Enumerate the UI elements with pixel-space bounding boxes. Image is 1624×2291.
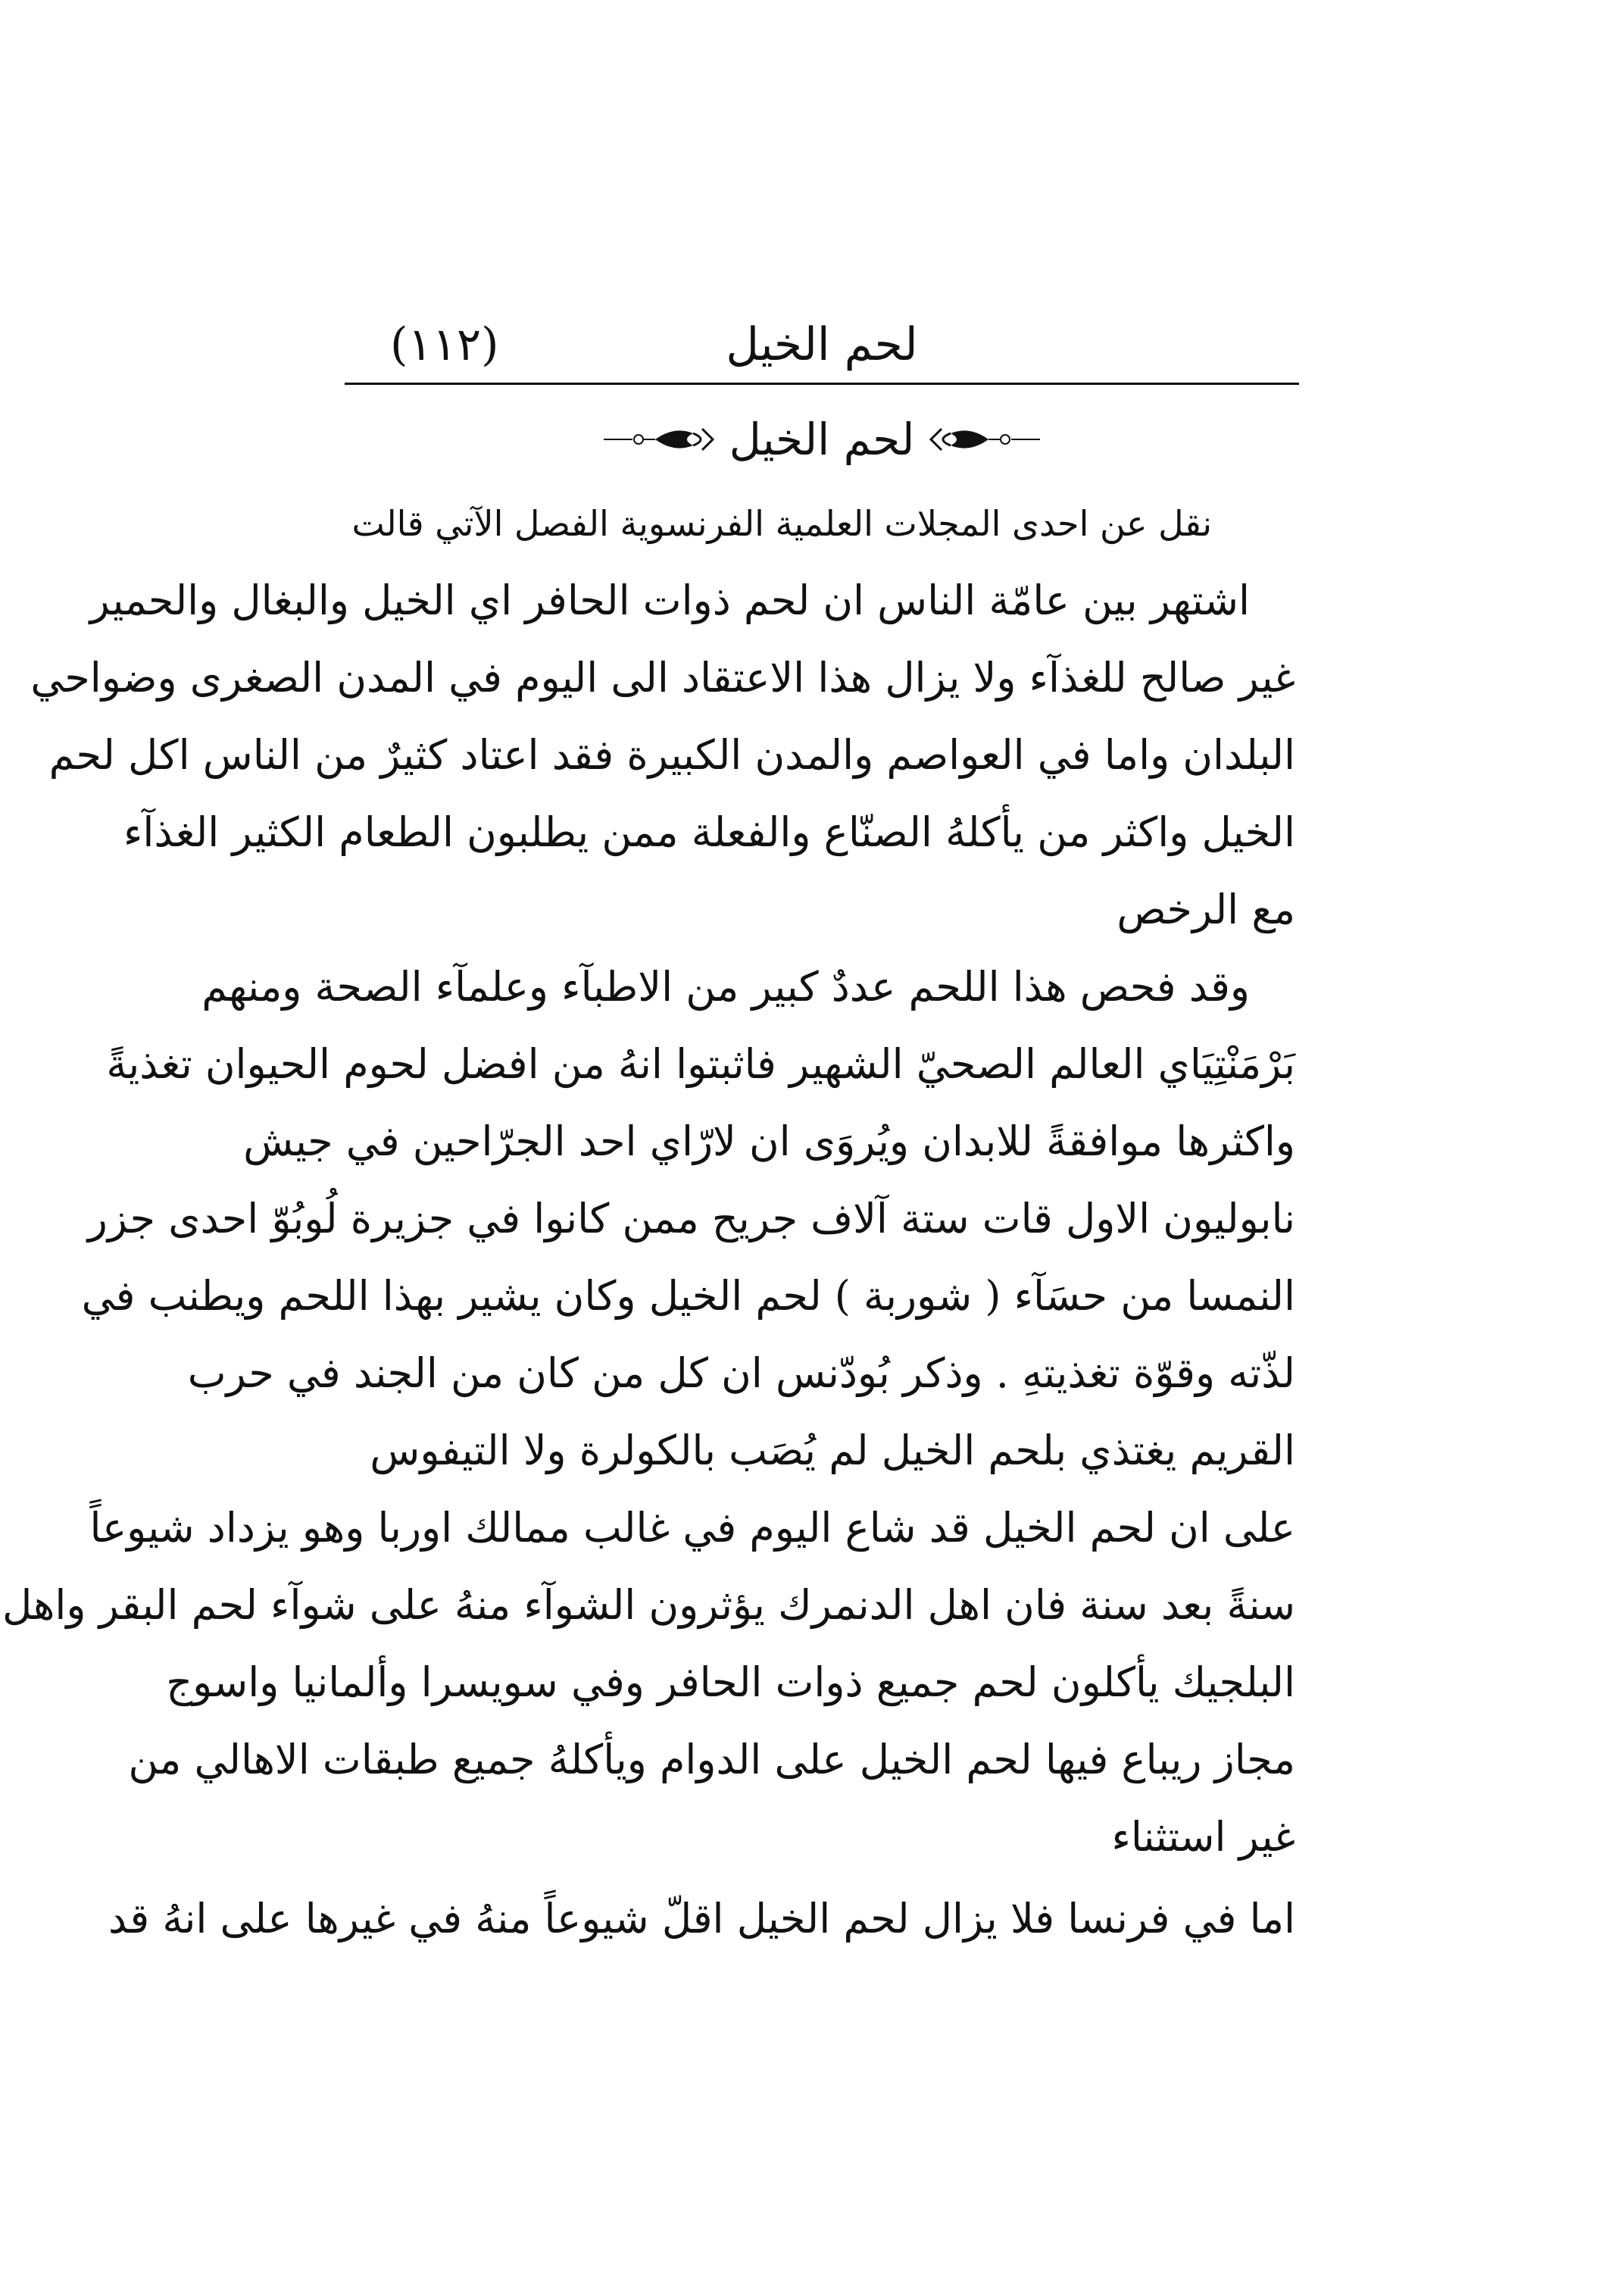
page-number: (١١٢)	[390, 318, 499, 371]
text-line: اما في فرنسا فلا يزال لحم الخيل اقلّ شيوعاً منهُ في غيرها على انهُ قد	[108, 1895, 1295, 1943]
text-line: اشتهر بين عامّة الناس ان لحم ذوات الحافر اي الخيل والبغال والحمير	[89, 577, 1250, 624]
text-line: البلدان واما في العواصم والمدن الكبيرة فقد اعتاد كثيرٌ من الناس اكل لحم	[48, 731, 1295, 779]
intro-line: نقل عن احدى المجلات العلمية الفرنسوية الفصل الآتي قالت	[351, 503, 1212, 544]
text-line: البلجيك يأكلون لحم جميع ذوات الحافر وفي سويسرا وألمانيا واسوج	[166, 1658, 1295, 1706]
text-line: مجاز ريباع فيها لحم الخيل على الدوام ويأكلهُ جميع طبقات الاهالي من	[128, 1736, 1295, 1783]
running-title: لحم الخيل	[726, 318, 918, 371]
ornament-left-icon	[602, 424, 716, 455]
text-line: بَرْمَنْتِيَاي العالم الصحيّ الشهير فاثبتوا انهُ من افضل لحوم الحيوان تغذيةً	[106, 1040, 1295, 1088]
text-line: الخيل واكثر من يأكلهُ الصنّاع والفعلة ممن يطلبون الطعام الكثير الغذآء	[123, 808, 1295, 856]
header-rule	[345, 383, 1299, 385]
ornament-right-icon	[928, 424, 1042, 455]
text-line: نابوليون الاول قات ستة آلاف جريح ممن كانوا في جزيرة لُوبُوّ احدى جزر	[87, 1195, 1295, 1242]
section-heading-text: لحم الخيل	[729, 414, 915, 465]
text-line: وقد فحص هذا اللحم عددٌ كبير من الاطبآء وعلمآء الصحة ومنهم	[201, 963, 1250, 1011]
text-line: لذّته وقوّة تغذيتهِ . وذكر بُودّنس ان كل من كان من الجند في حرب	[187, 1349, 1295, 1397]
text-line: النمسا من حسَآء ( شوربة ) لحم الخيل وكان يشير بهذا اللحم ويطنب في	[81, 1272, 1295, 1320]
text-line: على ان لحم الخيل قد شاع اليوم في غالب ممالك اوربا وهو يزداد شيوعاً	[89, 1504, 1295, 1552]
text-line: واكثرها موافقةً للابدان ويُروَى ان لارّاي احد الجرّاحين في جيش	[243, 1117, 1295, 1165]
text-line: سنةً بعد سنة فان اهل الدنمرك يؤثرون الشوآء منهُ على شوآء لحم البقر واهل	[2, 1581, 1295, 1629]
text-line: غير صالح للغذآء ولا يزال هذا الاعتقاد الى اليوم في المدن الصغرى وضواحي	[30, 654, 1295, 702]
text-line: القريم يغتذي بلحم الخيل لم يُصَب بالكولرة ولا التيفوس	[370, 1427, 1295, 1474]
page-header	[345, 303, 1299, 386]
body-text	[2, 485, 1295, 1958]
section-heading	[345, 402, 1299, 477]
text-line: مع الرخص	[1116, 886, 1295, 933]
text-line: غير استثناء	[1111, 1813, 1295, 1861]
